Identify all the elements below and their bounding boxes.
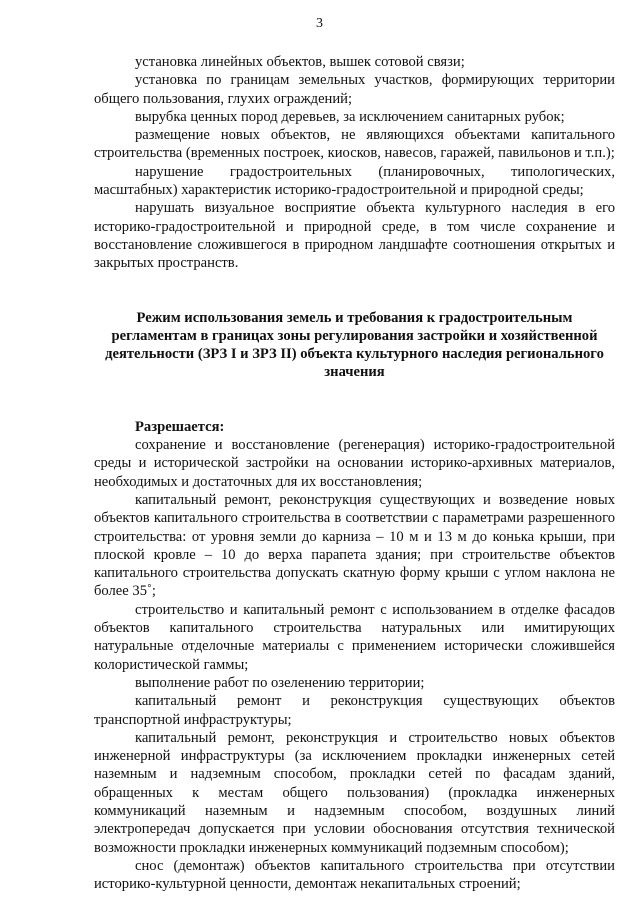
allowed-item: капитальный ремонт, реконструкция и строительство новых объектов инженерной инфраструктуры (за исключением прокладки инженерных сетей наземным и надземным способом, прокладки сетей по фасадам зданий, обращенных к местам общего пользования) (прокладка инженерных коммуникаций наземным и надземным способом, воздушных линий электропередач допускается при условии обоснования отсутствия технической возможности прокладки инженерных коммуникаций подземным способом); — [94, 729, 615, 856]
document-body — [94, 53, 615, 893]
allowed-item: строительство и капитальный ремонт с использованием в отделке фасадов объектов капитального строительства натуральных или имитирующих натуральные отделочные материалы с применением исторически сложившейся колористической гаммы; — [94, 601, 615, 673]
page-number: 3 — [316, 16, 323, 31]
prohibited-item: установка по границам земельных участков, формирующих территории общего пользования, глухих ограждений; — [94, 72, 615, 107]
prohibited-item: нарушать визуальное восприятие объекта культурного наследия в его историко-градостроительной и природной среде, в том числе сохранение и восстановление сложившегося в природном ландшафте соотношения открытых и закрытых пространств. — [94, 200, 615, 272]
allowed-item: капитальный ремонт и реконструкция существующих объектов транспортной инфраструктуры; — [94, 693, 615, 728]
section-heading: Режим использования земель и требования к градостроительным регламентам в границах зоны регулирования застройки и хозяйственной деятельности (ЗРЗ I и ЗРЗ II) объекта культурного наследия регионального значения — [105, 309, 604, 381]
prohibited-item: нарушение градостроительных (планировочных, типологических, масштабных) характеристик историко-градостроительной и природной среды; — [94, 163, 615, 199]
allowed-item: капитальный ремонт, реконструкция существующих и возведение новых объектов капитального строительства в соответствии с параметрами разрешенного строительства: от уровня земли до карниза – 10 м и 13 м до конька крыши, при плоской кровле – 10 до верха парапета здания; при строительстве объектов капитального строительства допускать скатную форму крыши с углом наклона не более 35˚; — [94, 491, 615, 600]
allowed-label: Разрешается: — [135, 418, 225, 435]
allowed-item: выполнение работ по озеленению территории; — [135, 674, 425, 691]
prohibited-item: вырубка ценных пород деревьев, за исключением санитарных рубок; — [135, 108, 565, 125]
allowed-item: сохранение и восстановление (регенерация) историко-градостроительной среды и исторической застройки на основании историко-архивных материалов, необходимых и достаточных для их восстановления; — [94, 437, 615, 490]
prohibited-item: установка линейных объектов, вышек сотовой связи; — [135, 54, 465, 70]
allowed-item: снос (демонтаж) объектов капитального строительства при отсутствии историко-культурной ценности, демонтаж некапитальных строений; — [94, 857, 615, 893]
prohibited-item: размещение новых объектов, не являющихся объектами капитального строительства (временных построек, киосков, навесов, гаражей, павильонов и т.п.); — [94, 127, 615, 162]
